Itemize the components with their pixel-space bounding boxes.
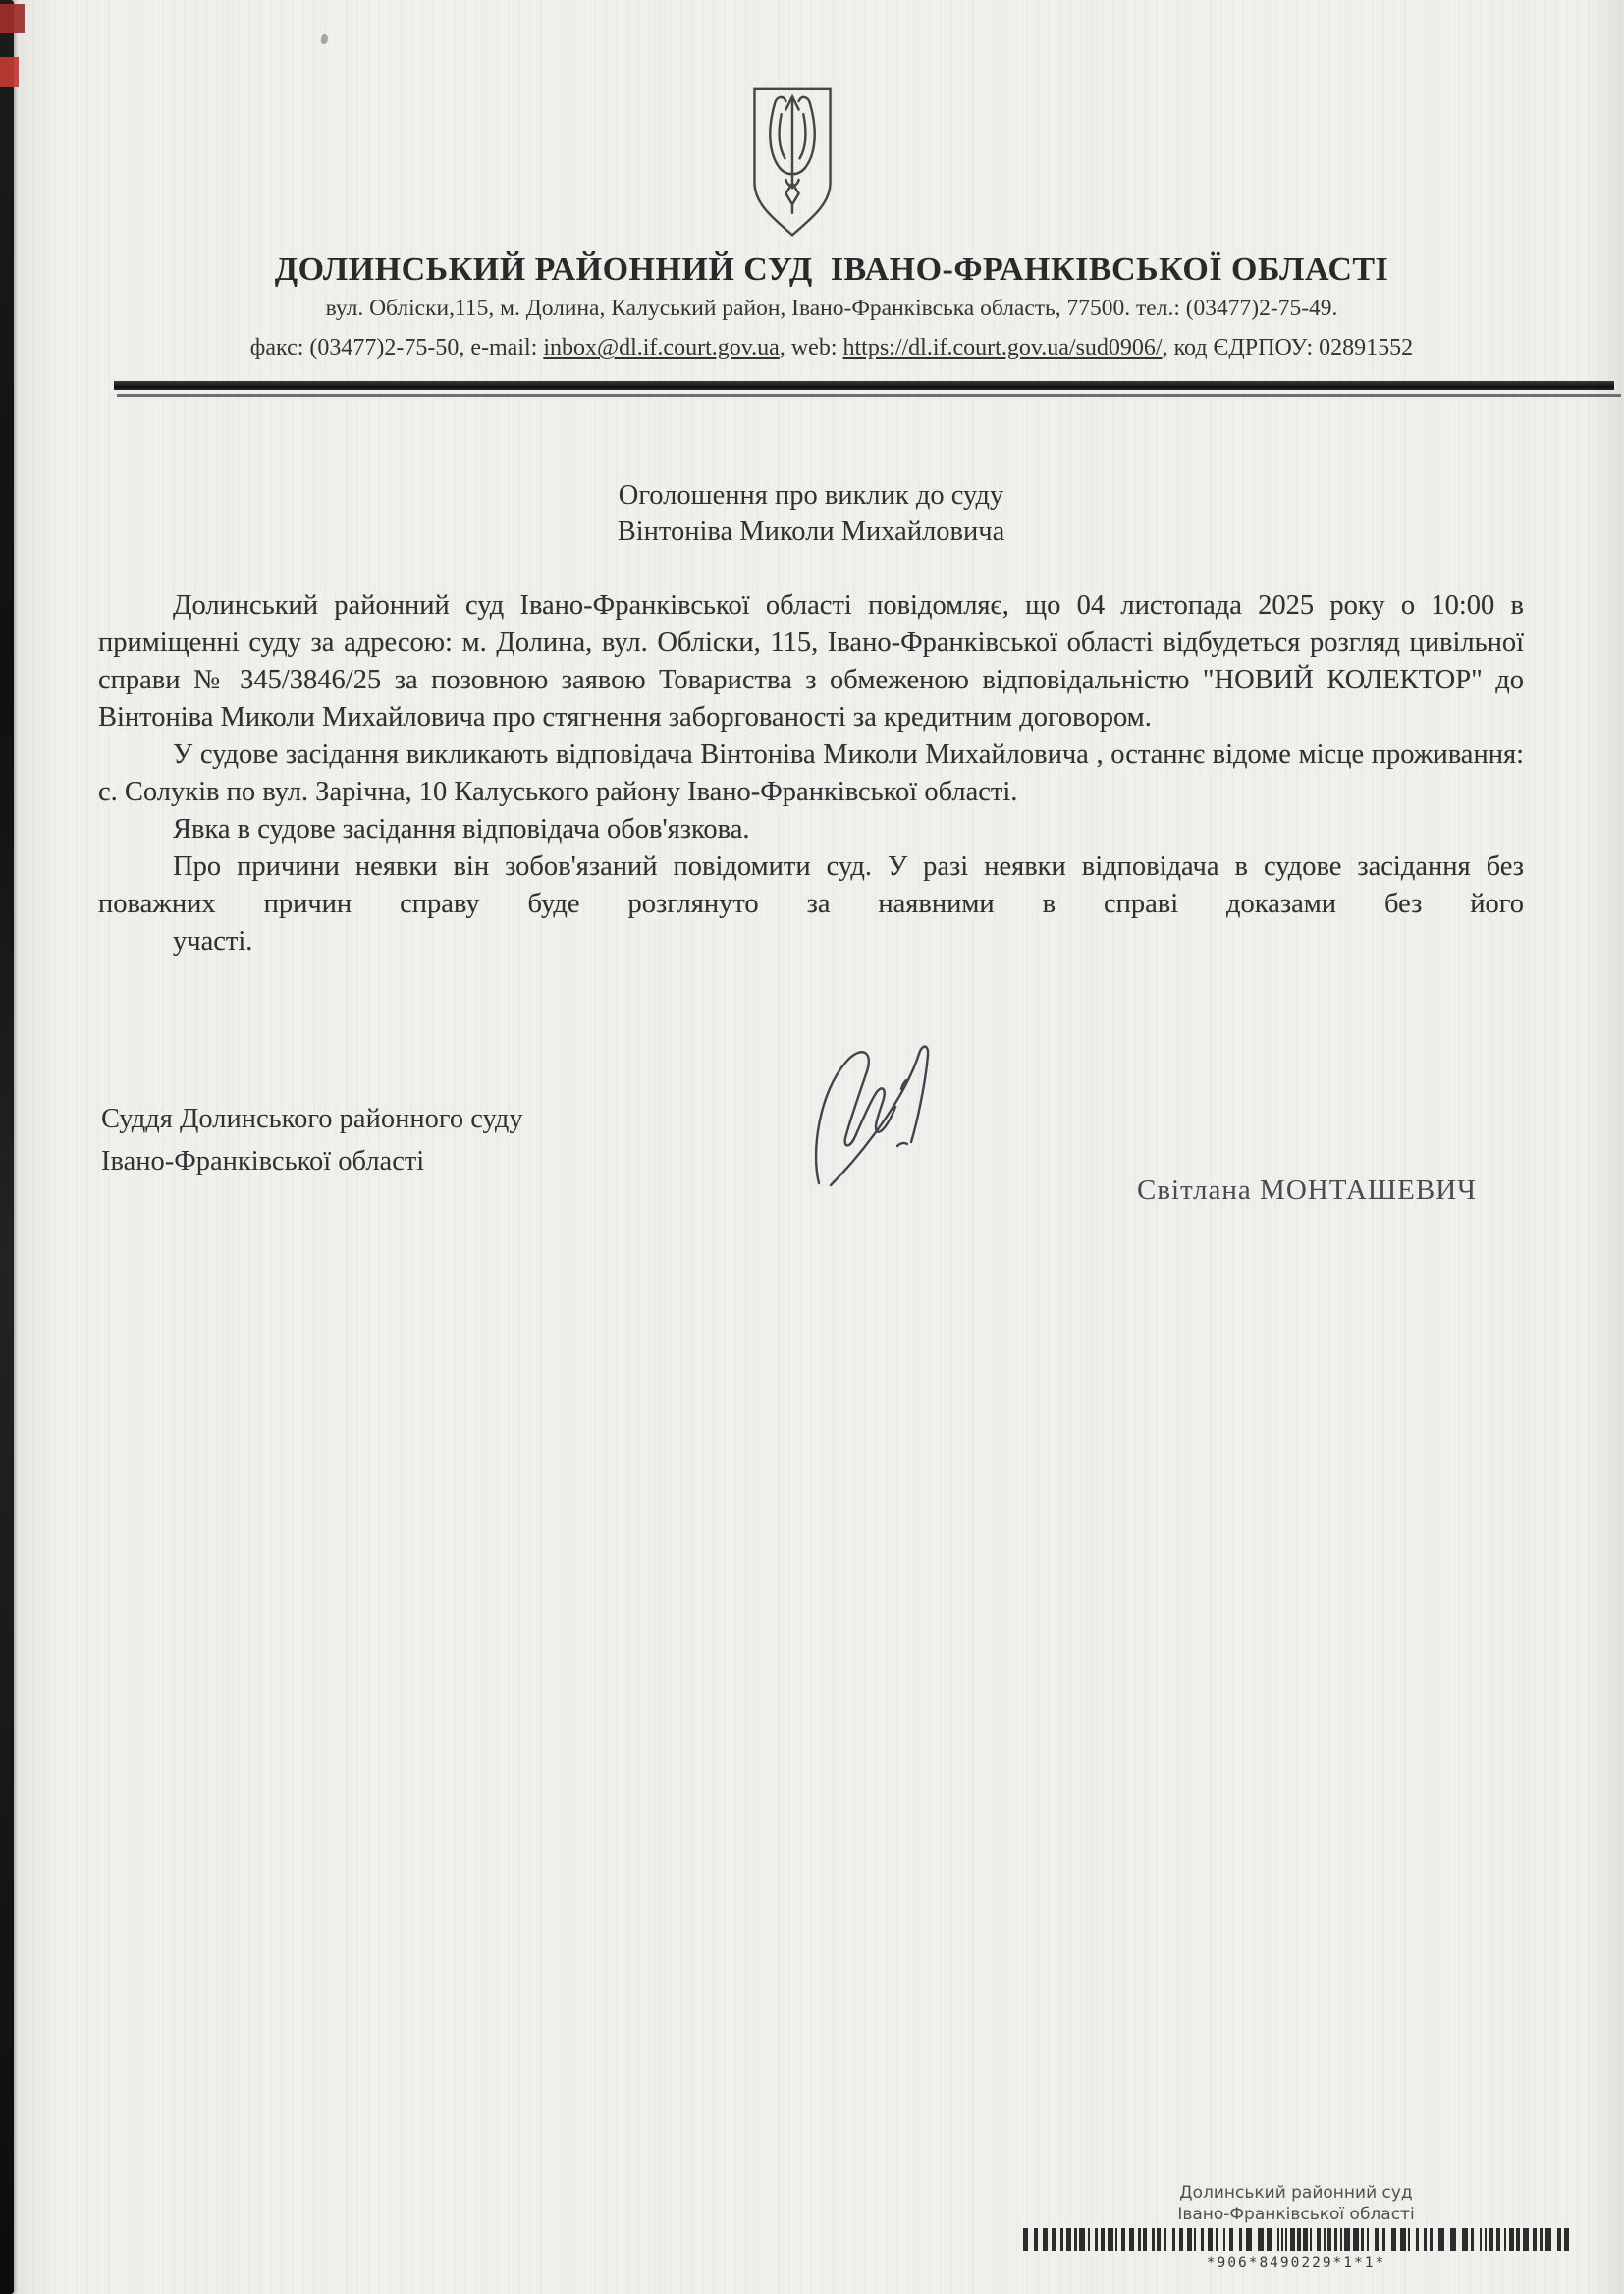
barcode <box>1023 2228 1569 2251</box>
letterhead-rule-thin <box>117 394 1621 397</box>
announcement-title <box>98 477 1524 550</box>
announcement-title-line1: Оголошення про виклик до суду <box>618 480 1004 511</box>
red-scan-mark <box>0 57 19 87</box>
paragraph: У судове засідання викликають відповідача Вінтоніва Миколи Михайловича , останнє відоме місце проживання: с. Солуків по вул. Зарічна, 10 Калуського району Івано-Франківської області. <box>98 739 1524 807</box>
contact-mid: , web: <box>779 335 843 360</box>
letterhead-rule-thick <box>114 381 1614 390</box>
judge-title-block <box>101 1098 523 1182</box>
ukraine-trident-emblem-icon <box>746 79 839 247</box>
footer-barcode-block <box>1021 2182 1571 2273</box>
paragraph: Долинський районний суд Івано-Франківської області повідомляє, що 04 листопада 2025 року о 10:00 в приміщенні суду за адресою: м. Долина, вул. Обліски, 115, Івано-Франківської області відбудеться розгляд цивільної справи № 345/3846/25 за позовною заявою Товариства з обмеженою відповідальністю "НОВИЙ КОЛЕКТОР" до Вінтоніва Миколи Михайловича про стягнення заборгованості за кредитним договором. <box>98 590 1524 733</box>
barcode-text: *906*8490229*1*1* <box>1206 2255 1386 2270</box>
paragraph: участі. <box>173 926 253 956</box>
contact-prefix: факс: (03477)2-75-50, e-mail: <box>249 335 544 360</box>
judge-title-line1: Суддя Долинського районного суду <box>101 1104 523 1134</box>
footer-court-line2: Івано-Франківської області <box>1177 2205 1415 2224</box>
announcement-title-line2: Вінтоніва Миколи Михайловича <box>617 517 1005 547</box>
body-paragraphs <box>98 587 1524 960</box>
contact-suffix: , код ЄДРПОУ: 02891552 <box>1162 335 1414 360</box>
footer-court-line1: Долинський районний суд <box>1179 2183 1413 2203</box>
paragraph: Про причини неявки він зобов'язаний повідомити суд. У разі неявки відповідача в судове засідання без поважних причин справу буде розглянуто за наявними в справі доказами без його <box>98 851 1524 919</box>
court-name-heading: ДОЛИНСЬКИЙ РАЙОННИЙ СУД ІВАНО-ФРАНКІВСЬКОЇ ОБЛАСТІ <box>274 251 1389 288</box>
paragraph: Явка в судове засідання відповідача обов'язкова. <box>173 814 750 845</box>
website-text: https://dl.if.court.gov.ua/sud0906/ <box>842 335 1163 360</box>
judge-title-line2: Івано-Франківської області <box>101 1146 425 1176</box>
red-scan-mark <box>0 4 25 33</box>
email-text: inbox@dl.if.court.gov.ua <box>543 335 780 360</box>
judge-name: Світлана МОНТАШЕВИЧ <box>1137 1174 1478 1206</box>
handwritten-signature <box>803 1036 1004 1193</box>
court-contact-line <box>69 335 1595 361</box>
scan-edge-band <box>0 0 14 2294</box>
scan-speck <box>320 33 329 44</box>
court-address-line: вул. Обліски,115, м. Долина, Калуський район, Івано-Франківська область, 77500. тел.: (03477)2-75-49. <box>325 296 1338 321</box>
